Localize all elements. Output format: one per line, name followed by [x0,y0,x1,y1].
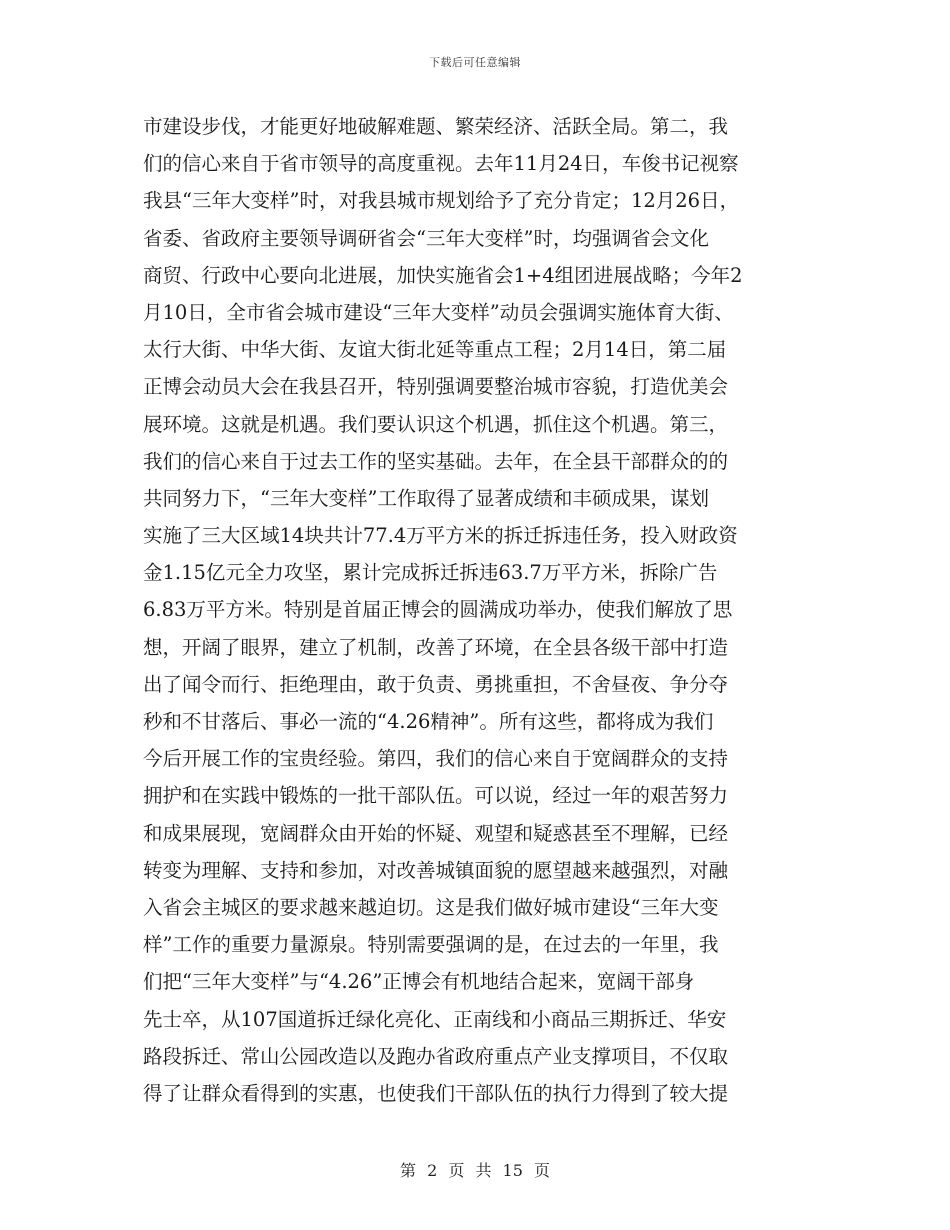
text-line: 6.83万平方米。特别是首届正博会的圆满成功举办，使我们解放了思 [143,598,733,622]
text-line: 们把“三年大变样”与“4.26”正博会有机地结合起来，宽阔干部身 [143,970,695,994]
page-number: 第 2 页 共 15 页 [400,1161,550,1180]
text-line: 转变为理解、支持和参加，对改善城镇面貌的愿望越来越强烈，对融 [143,858,729,882]
text-line: 商贸、行政中心要向北进展，加快实施省会1+4组团进展战略；今年2 [143,263,743,287]
text-line: 我们的信心来自于过去工作的坚实基础。去年，在全县干部群众的的 [143,449,729,473]
text-line: 今后开展工作的宝贵经验。第四，我们的信心来自于宽阔群众的支持 [143,747,729,771]
text-line: 出了闻令而行、拒绝理由，敢于负责、勇挑重担，不舍昼夜、争分夺 [143,672,729,696]
text-line: 展环境。这就是机遇。我们要认识这个机遇，抓住这个机遇。第三， [143,412,729,436]
text-line: 实施了三大区域14块共计77.4万平方米的拆迁拆违任务，投入财政资 [143,524,738,548]
text-line: 太行大街、中华大街、友谊大街北延等重点工程；2月14日，第二届 [143,338,727,362]
page-header: 下载后可任意编辑 [429,56,521,69]
text-line: 省委、省政府主要领导调研省会“三年大变样”时，均强调省会文化 [143,226,709,250]
text-line: 们的信心来自于省市领导的高度重视。去年11月24日，车俊书记视察 [143,152,739,176]
text-line: 和成果展现，宽阔群众由开始的怀疑、观望和疑惑甚至不理解，已经 [143,821,729,845]
text-line: 共同努力下，“三年大变样”工作取得了显著成绩和丰硕成果，谋划 [143,486,709,510]
text-line: 市建设步伐，才能更好地破解难题、繁荣经济、活跃全局。第二，我 [143,115,729,138]
text-line: 路段拆迁、常山公园改造以及跑办省政府重点产业支撑项目，不仅取 [143,1044,729,1068]
text-line: 入省会主城区的要求越来越迫切。这是我们做好城市建设“三年大变 [143,895,719,919]
text-line: 想，开阔了眼界，建立了机制，改善了环境，在全县各级干部中打造 [143,635,729,659]
text-line: 样”工作的重要力量源泉。特别需要强调的是，在过去的一年里，我 [143,933,719,957]
text-line: 月10日，全市省会城市建设“三年大变样”动员会强调实施体育大街、 [143,300,734,324]
text-line: 正博会动员大会在我县召开，特别强调要整治城市容貌，打造优美会 [143,375,729,399]
text-line: 先士卒，从107国道拆迁绿化亮化、正南线和小商品三期拆迁、华安 [143,1007,727,1031]
text-line: 得了让群众看得到的实惠，也使我们干部队伍的执行力得到了较大提 [143,1081,729,1105]
text-line: 拥护和在实践中锻炼的一批干部队伍。可以说，经过一年的艰苦努力 [143,784,729,808]
text-line: 我县“三年大变样”时，对我县城市规划给予了充分肯定；12月26日， [143,189,740,213]
text-line: 秒和不甘落后、事必一流的“4.26精神”。所有这些，都将成为我们 [143,710,714,733]
body-text [143,108,823,1112]
text-line: 金1.15亿元全力攻坚，累计完成拆迁拆违63.7万平方米，拆除广告 [143,561,718,585]
